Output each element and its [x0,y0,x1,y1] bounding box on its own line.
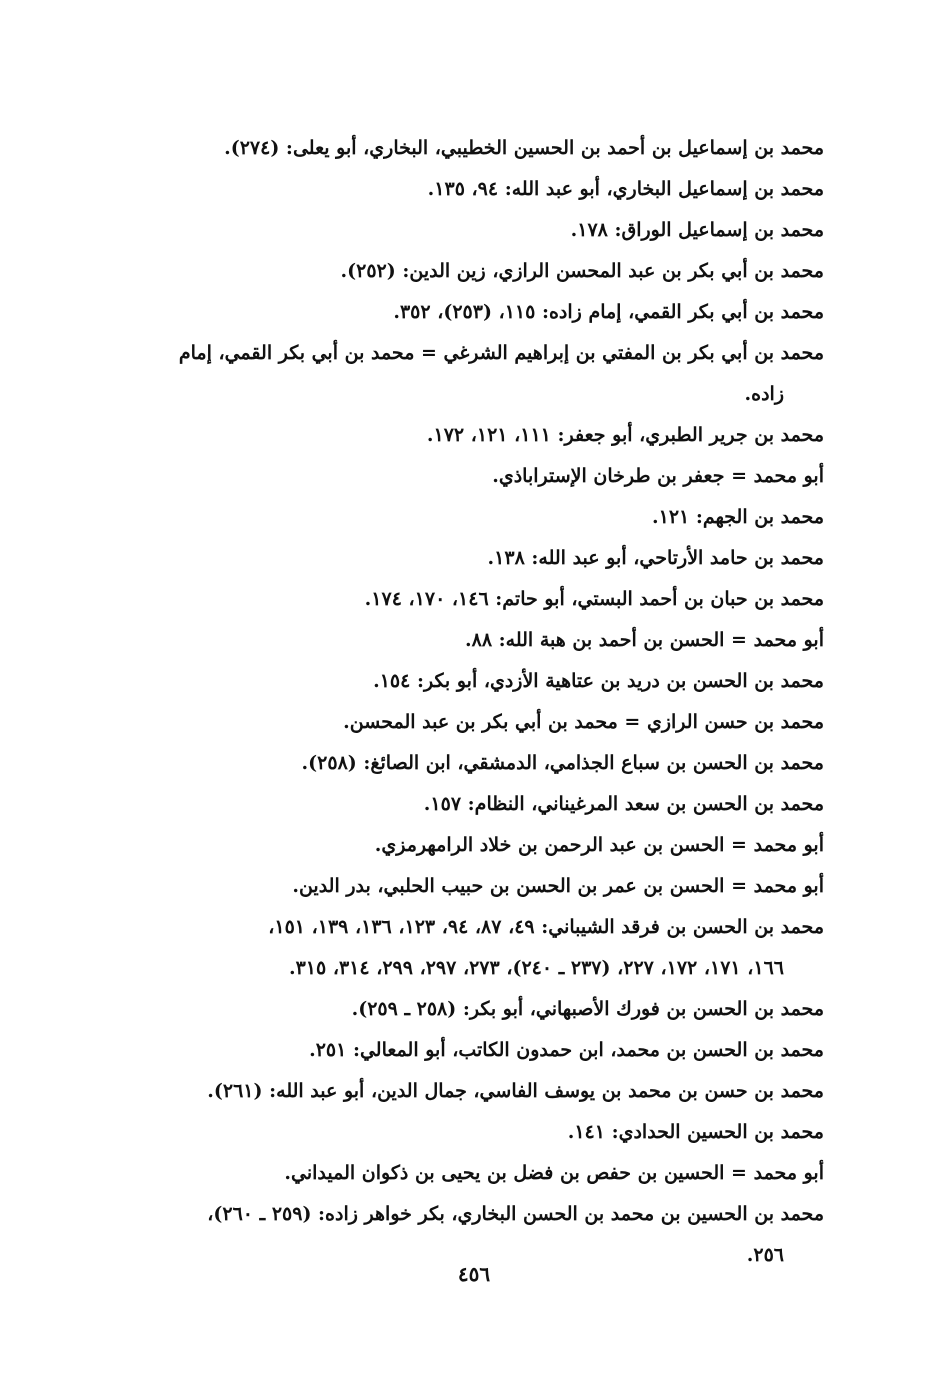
index-entry: محمد بن الحسن بن دريد بن عتاهية الأزدي، أبو بكر: ١٥٤. [373,670,824,692]
page-number: ٤٥٦ [457,1262,491,1286]
index-entry-line: محمد بن الحسين بن محمد بن الحسن البخاري، بكر خواهر زاده: (٢٥٩ ـ ٢٦٠)، [207,1203,824,1225]
index-entry-line: محمد بن الحسن بن فرقد الشيباني: ٤٩، ٨٧، ٩٤، ١٢٣، ١٣٦، ١٣٩، ١٥١، [268,916,824,938]
index-entry: أبو محمد = جعفر بن طرخان الإستراباذي. [492,465,824,487]
index-entry: أبو محمد = الحسين بن حفص بن فضل بن يحيى بن ذكوان الميداني. [284,1162,824,1184]
index-entry: محمد بن جرير الطبري، أبو جعفر: ١١١، ١٢١، ١٧٢. [426,424,824,446]
index-entry: محمد بن أبي بكر القمي، إمام زاده: ١١٥، (٢٥٣)، ٣٥٢. [393,301,824,323]
index-entry-continuation: ٢٥٦. [746,1244,784,1266]
index-entry: محمد بن الحسن بن سعد المرغيناني، النظام: ١٥٧. [423,793,824,815]
name-index-list [96,128,824,1276]
index-entry: محمد بن الجهم: ١٢١. [652,506,824,528]
index-entry: محمد بن حسن الرازي = محمد بن أبي بكر بن عبد المحسن. [343,711,824,733]
index-entry: محمد بن إسماعيل بن أحمد بن الحسين الخطيبي، البخاري، أبو يعلى: (٢٧٤). [224,137,824,159]
index-entry-line: محمد بن أبي بكر بن المفتي بن إبراهيم الشرغي = محمد بن أبي بكر القمي، إمام [178,342,824,364]
index-entry: أبو محمد = الحسن بن عمر بن الحسن بن حبيب الحلبي، بدر الدين. [292,875,824,897]
index-entry-continuation: زاده. [744,383,784,405]
index-entry: محمد بن الحسن بن محمد، ابن حمدون الكاتب، أبو المعالي: ٢٥١. [309,1039,824,1061]
index-entry: محمد بن الحسين الحدادي: ١٤١. [567,1121,824,1143]
index-entry: محمد بن إسماعيل البخاري، أبو عبد الله: ٩٤، ١٣٥. [427,178,824,200]
index-entry: محمد بن الحسن بن فورك الأصبهاني، أبو بكر: (٢٥٨ ـ ٢٥٩). [351,998,824,1020]
index-entry: أبو محمد = الحسن بن أحمد بن هبة الله: ٨٨. [464,629,824,651]
index-entry: محمد بن حبان بن أحمد البستي، أبو حاتم: ١٤٦، ١٧٠، ١٧٤. [364,588,824,610]
index-entry: محمد بن حامد الأرتاحي، أبو عبد الله: ١٣٨. [487,547,824,569]
index-entry: أبو محمد = الحسن بن عبد الرحمن بن خلاد الرامهرمزي. [374,834,824,856]
index-entry: محمد بن إسماعيل الوراق: ١٧٨. [570,219,824,241]
index-entry: محمد بن أبي بكر بن عبد المحسن الرازي، زين الدين: (٢٥٢). [340,260,824,282]
index-entry: محمد بن حسن بن محمد بن يوسف الفاسي، جمال الدين، أبو عبد الله: (٢٦١). [207,1080,824,1102]
index-entry: محمد بن الحسن بن سباع الجذامي، الدمشقي، ابن الصائغ: (٢٥٨). [301,752,824,774]
index-entry [96,333,824,415]
index-entry-continuation: ١٦٦، ١٧١، ١٧٢، ٢٢٧، (٢٣٧ ـ ٢٤٠)، ٢٧٣، ٢٩٧، ٢٩٩، ٣١٤، ٣١٥. [288,957,784,979]
index-entry [96,907,824,989]
